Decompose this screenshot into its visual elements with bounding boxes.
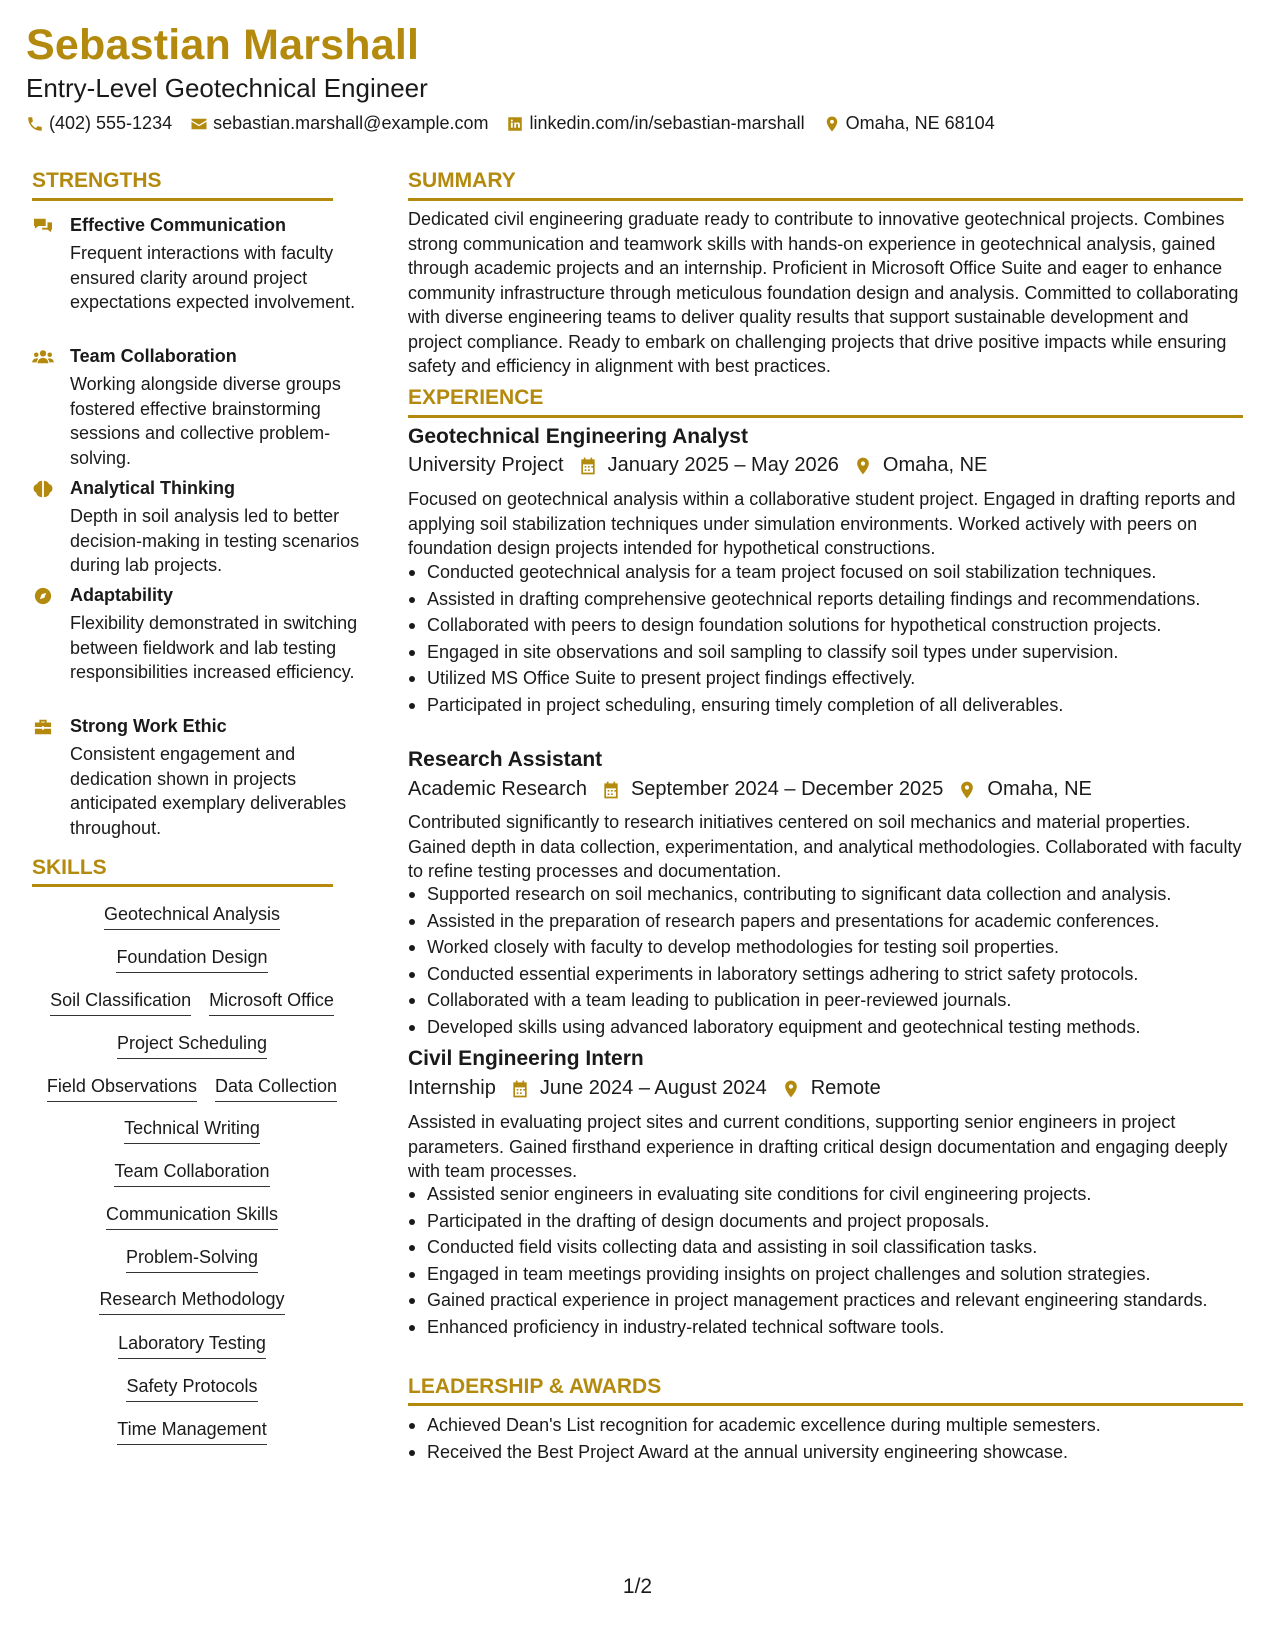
bullet-item: Utilized MS Office Suite to present project findings effectively. (408, 666, 1243, 691)
strength-title: Team Collaboration (70, 346, 237, 366)
job-dates: June 2024 – August 2024 (539, 1077, 767, 1099)
skill-tag: Laboratory Testing (118, 1333, 266, 1359)
strength-desc: Working alongside diverse groups fostered effective brainstorming sessions and collective problem-solving. (70, 374, 341, 468)
skills-rule (32, 884, 333, 887)
bullet-item: Developed skills using advanced laboratory equipment and geotechnical testing methods. (408, 1015, 1243, 1040)
skill-row (32, 1376, 352, 1402)
skill-row (32, 1333, 352, 1359)
job-description: Focused on geotechnical analysis within a collaborative student project. Engaged in drafting reports and applying soil stabilization techniques under simulation environments. Worked actively with peers on foundation design projects intended for hypothetical constructions. (408, 489, 1236, 558)
brain-icon (32, 480, 54, 498)
bullet-item: Enhanced proficiency in industry-related technical software tools. (408, 1315, 1243, 1340)
skill-tag: Research Methodology (99, 1289, 284, 1315)
compass-icon (32, 587, 54, 605)
skill-row (32, 1204, 352, 1230)
job-meta (408, 1077, 881, 1100)
contact-location (823, 113, 995, 134)
skill-tag: Microsoft Office (209, 990, 334, 1016)
bullet-item: Received the Best Project Award at the annual university engineering showcase. (408, 1440, 1243, 1465)
leadership-heading: LEADERSHIP & AWARDS (408, 1375, 662, 1398)
job-dates: January 2025 – May 2026 (607, 454, 839, 476)
contact-phone (26, 113, 172, 134)
calendar-icon (510, 1079, 530, 1099)
job-org: Academic Research (408, 778, 587, 800)
job-bullets (408, 1182, 1243, 1341)
bullet-item: Gained practical experience in project management practices and relevant engineering standards. (408, 1288, 1243, 1313)
phone-icon (26, 115, 44, 133)
skill-row (32, 1289, 352, 1315)
strengths-rule (32, 198, 333, 201)
skill-tag: Team Collaboration (114, 1161, 269, 1187)
map-pin-icon (957, 780, 977, 800)
job-bullets (408, 882, 1243, 1041)
job-location: Omaha, NE (882, 454, 988, 476)
briefcase-icon (32, 718, 54, 736)
leadership-rule (408, 1403, 1243, 1406)
skill-tag: Soil Classification (50, 990, 191, 1016)
skill-tag: Communication Skills (106, 1204, 278, 1230)
linkedin-link[interactable]: linkedin.com/in/sebastian-marshall (529, 113, 805, 133)
users-icon (32, 348, 54, 366)
skill-row (32, 1419, 352, 1445)
job-org: University Project (408, 454, 564, 476)
strengths-heading: STRENGTHS (32, 169, 162, 192)
skills-heading: SKILLS (32, 856, 107, 879)
job-meta (408, 778, 1092, 801)
map-pin-icon (781, 1079, 801, 1099)
skill-tag: Field Observations (47, 1076, 197, 1102)
skill-row (32, 1161, 352, 1187)
bullet-item: Achieved Dean's List recognition for academic excellence during multiple semesters. (408, 1413, 1243, 1438)
bullet-item: Supported research on soil mechanics, contributing to significant data collection and analysis. (408, 882, 1243, 907)
strength-title: Strong Work Ethic (70, 716, 227, 736)
skill-row (32, 947, 352, 973)
skill-row (32, 904, 352, 930)
phone-text: (402) 555-1234 (49, 113, 173, 133)
bullet-item: Collaborated with a team leading to publication in peer-reviewed journals. (408, 988, 1243, 1013)
strength-title: Analytical Thinking (70, 478, 236, 498)
job-title: Research Assistant (408, 748, 603, 771)
bullet-item: Assisted in the preparation of research papers and presentations for academic conferences. (408, 909, 1243, 934)
skill-row (32, 990, 352, 1016)
bullet-item: Conducted field visits collecting data and assisting in soil classification tasks. (408, 1235, 1243, 1260)
skill-tag: Data Collection (215, 1076, 337, 1102)
job-dates: September 2024 – December 2025 (630, 778, 944, 800)
summary-heading: SUMMARY (408, 169, 516, 192)
page-number: 1/2 (622, 1575, 653, 1598)
summary-text: Dedicated civil engineering graduate ready to contribute to innovative geotechnical projects. Combines strong communication and teamwork skills with hands-on experience in geotechnical analysis, gained through academic projects and an internship. Proficient in Microsoft Office Suite and eager to enhance community infrastructure through meticulous foundation design and analysis. Committed to collaborating with diverse engineering teams to deliver quality results that support sustainable development and project compliance. Ready to embark on challenging projects that drive positive impacts while ensuring safety and efficiency in alignment with best practices. (408, 209, 1239, 376)
experience-rule (408, 415, 1243, 418)
strength-desc: Frequent interactions with faculty ensured clarity around project expectations expected involvement. (70, 243, 356, 312)
strength-title: Effective Communication (70, 215, 287, 235)
leadership-bullets (408, 1413, 1243, 1466)
bullet-item: Assisted senior engineers in evaluating site conditions for civil engineering projects. (408, 1182, 1243, 1207)
contact-linkedin[interactable] (506, 113, 804, 134)
calendar-icon (601, 780, 621, 800)
experience-heading: EXPERIENCE (408, 386, 544, 409)
bullet-item: Engaged in team meetings providing insights on project challenges and solution strategies. (408, 1262, 1243, 1287)
envelope-icon (190, 115, 208, 133)
skill-tag: Geotechnical Analysis (104, 904, 280, 930)
summary-rule (408, 198, 1243, 201)
location-text: Omaha, NE 68104 (845, 113, 995, 133)
bullet-item: Participated in the drafting of design documents and project proposals. (408, 1209, 1243, 1234)
strength-title: Adaptability (70, 585, 174, 605)
bullet-item: Conducted geotechnical analysis for a team project focused on soil stabilization techniques. (408, 560, 1243, 585)
map-pin-icon (853, 456, 873, 476)
contact-email[interactable] (190, 113, 488, 134)
bullet-item: Collaborated with peers to design foundation solutions for hypothetical construction projects. (408, 613, 1243, 638)
strength-desc: Flexibility demonstrated in switching between fieldwork and lab testing responsibilities increased efficiency. (70, 613, 358, 682)
job-bullets (408, 560, 1243, 719)
linkedin-icon (506, 115, 524, 133)
job-title: Geotechnical Engineering Analyst (408, 425, 748, 448)
candidate-name: Sebastian Marshall (26, 21, 420, 69)
job-description: Contributed significantly to research initiatives centered on soil mechanics and material properties. Gained depth in data collection, experimentation, and analytical methodologies. Collaborated with faculty to refine testing processes and documentation. (408, 812, 1242, 881)
job-title: Civil Engineering Intern (408, 1047, 644, 1070)
contact-bar (26, 113, 1013, 134)
skill-tag: Project Scheduling (117, 1033, 267, 1059)
bullet-item: Conducted essential experiments in laboratory settings adhering to strict safety protocols. (408, 962, 1243, 987)
job-meta (408, 454, 987, 477)
map-pin-icon (823, 115, 841, 133)
bullet-item: Engaged in site observations and soil sampling to classify soil types under supervision. (408, 640, 1243, 665)
skill-tag: Time Management (117, 1419, 266, 1445)
bullet-item: Worked closely with faculty to develop methodologies for testing soil properties. (408, 935, 1243, 960)
skill-tag: Foundation Design (116, 947, 267, 973)
skill-tag: Safety Protocols (126, 1376, 257, 1402)
skill-tag: Problem-Solving (126, 1247, 258, 1273)
job-org: Internship (408, 1077, 496, 1099)
calendar-icon (578, 456, 598, 476)
job-description: Assisted in evaluating project sites and current conditions, supporting senior engineers in project parameters. Gained firsthand experience in drafting critical design documentation and engaging deeply with team processes. (408, 1112, 1228, 1181)
candidate-title: Entry-Level Geotechnical Engineer (26, 73, 428, 103)
email-link[interactable]: sebastian.marshall@example.com (213, 113, 489, 133)
strength-desc: Depth in soil analysis led to better decision-making in testing scenarios during lab projects. (70, 506, 360, 575)
skill-row (32, 1247, 352, 1273)
strength-desc: Consistent engagement and dedication shown in projects anticipated exemplary deliverables throughout. (70, 744, 347, 838)
skill-row (32, 1033, 352, 1059)
job-location: Omaha, NE (987, 778, 1092, 800)
bullet-item: Assisted in drafting comprehensive geotechnical reports detailing findings and recommendations. (408, 587, 1243, 612)
skill-row (32, 1076, 352, 1102)
comments-icon (32, 217, 54, 235)
skill-row (32, 1118, 352, 1144)
bullet-item: Participated in project scheduling, ensuring timely completion of all deliverables. (408, 693, 1243, 718)
job-location: Remote (810, 1077, 881, 1099)
skill-tag: Technical Writing (124, 1118, 260, 1144)
